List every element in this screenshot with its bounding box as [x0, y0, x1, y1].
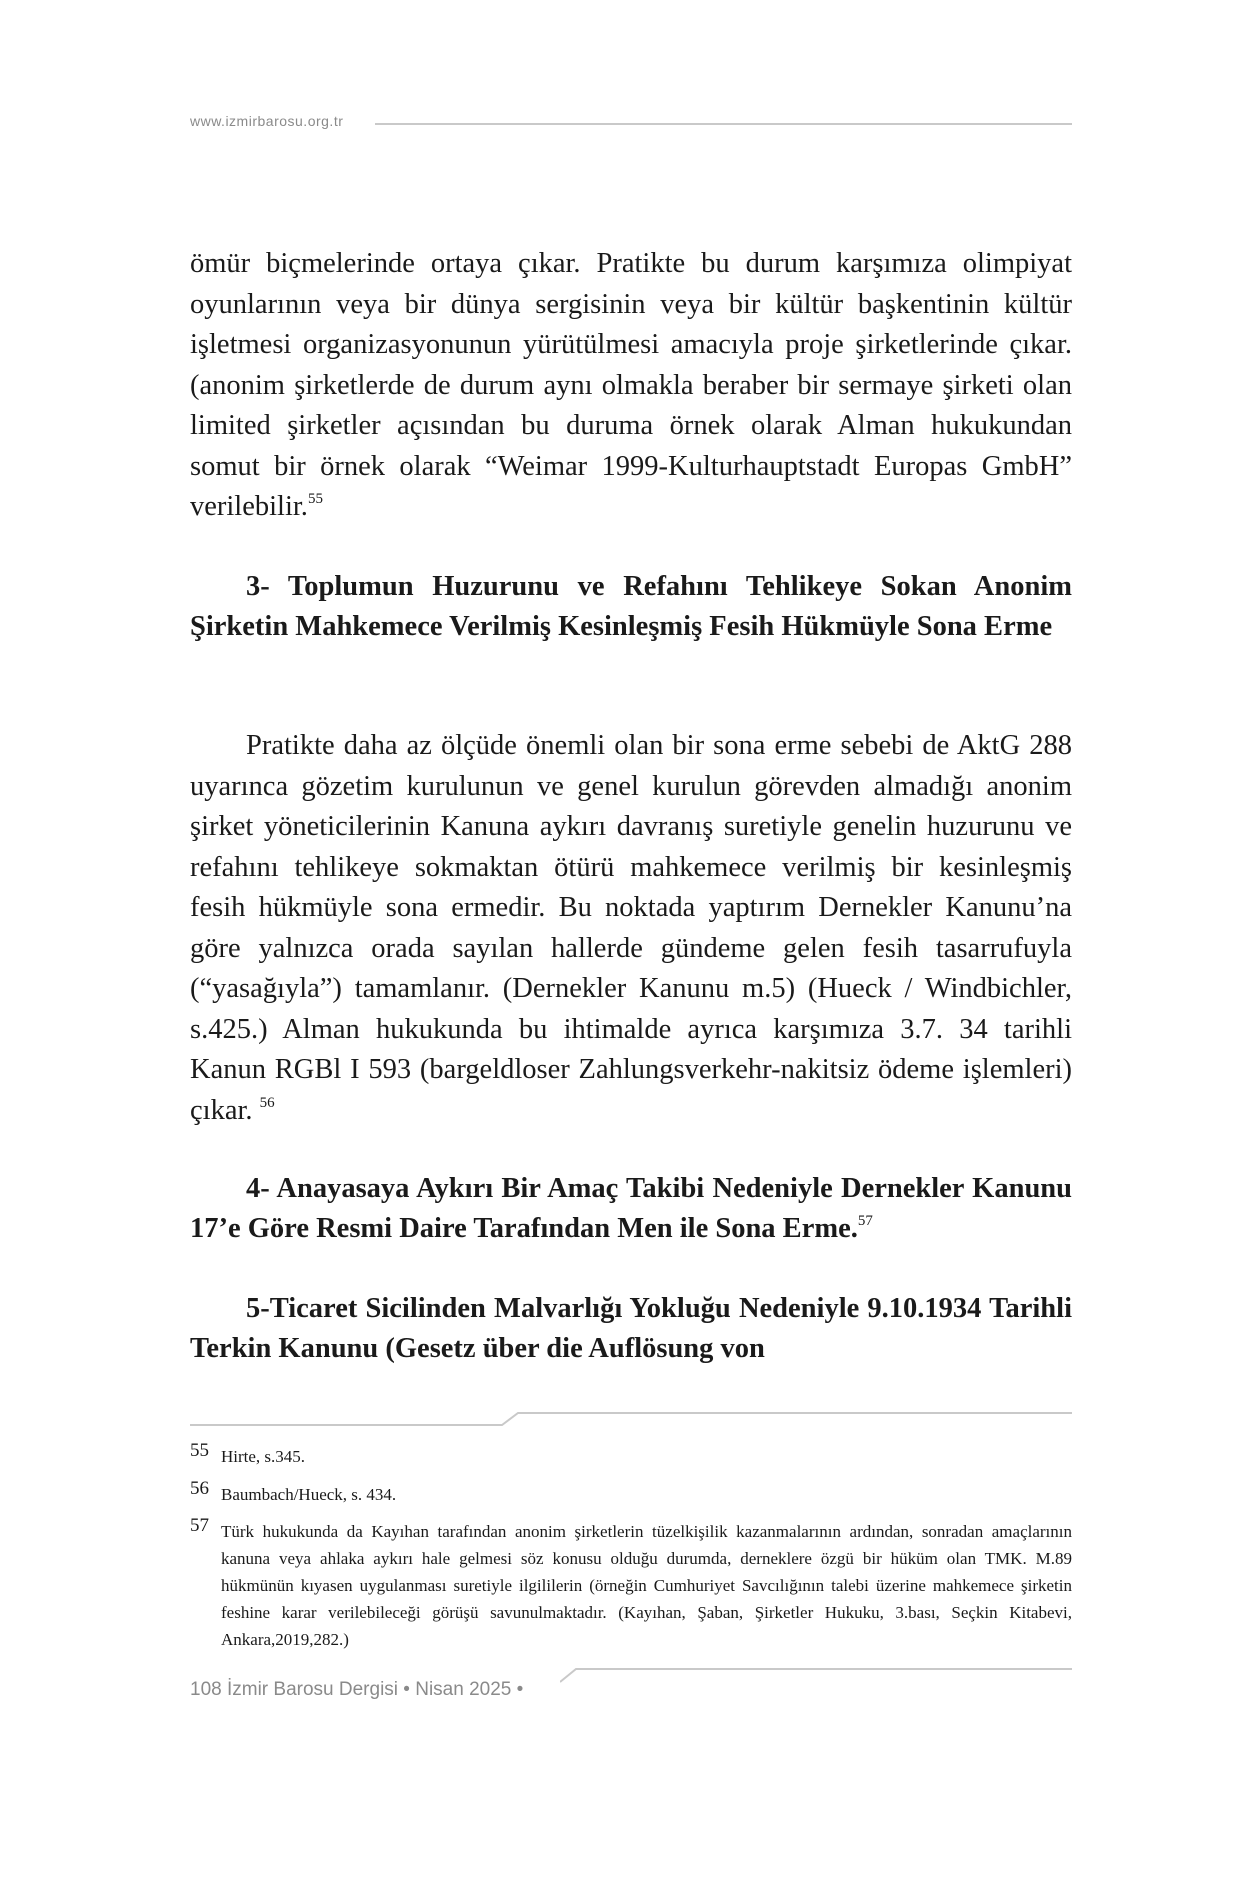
page-footer: 108 İzmir Barosu Dergisi • Nisan 2025 • — [190, 1679, 524, 1700]
header-url: www.izmirbarosu.org.tr — [190, 113, 344, 129]
section-heading-4 — [190, 1169, 1072, 1249]
paragraph-section-3 — [190, 726, 1072, 1131]
heading-4-text: 4- Anayasaya Aykırı Bir Amaç Takibi Nedeniyle Dernekler Kanunu 17’e Göre Resmi Daire Tarafından Men ile Sona Erme. — [190, 1173, 1072, 1244]
footer-rule — [560, 1667, 1072, 1683]
paragraph-continuation — [190, 244, 1072, 528]
footnote-number: 57 — [190, 1515, 209, 1536]
footnote-57 — [190, 1515, 1072, 1653]
footnote-ref-56[interactable]: 56 — [259, 1094, 275, 1111]
footnote-ref-57[interactable]: 57 — [857, 1213, 873, 1229]
footnote-number: 55 — [190, 1440, 209, 1461]
footnote-text: Baumbach/Hueck, s. 434. — [221, 1485, 397, 1504]
footnote-56 — [190, 1478, 1072, 1508]
section-heading-5: 5-Ticaret Sicilinden Malvarlığı Yokluğu Nedeniyle 9.10.1934 Tarihli Terkin Kanunu (Gesetz über die Auflösung von — [190, 1293, 1072, 1364]
footnote-number: 56 — [190, 1478, 209, 1499]
footnote-55 — [190, 1440, 1072, 1470]
footnote-divider — [190, 1412, 1072, 1426]
footnote-text: Türk hukukunda da Kayıhan tarafından anonim şirketlerin tüzelkişilik kazanmalarının ardından, sonradan amaçlarının kanuna veya ahlaka aykırı hale gelmesi söz konusu olduğu durumda, derneklere özgü bir hüküm olan TMK. M.89 hükmünün kıyasen uygulanması suretiyle ilgililerin (örneğin Cumhuriyet Savcılığının talebi üzerine mahkemece şirketin feshine karar verilebileceği görüşü savunulmaktadır. (Kayıhan, Şaban, Şirketler Hukuku, 3.bası, Seçkin Kitabevi, Ankara,2019,282.) — [221, 1522, 1072, 1649]
paragraph-2-text: Pratikte daha az ölçüde önemli olan bir sona erme sebebi de AktG 288 uyarınca gözetim kurulunun ve genel kurulun görevden almadığı anonim şirket yöneticilerinin Kanuna aykırı davranış suretiyle genelin huzurunu ve refahını tehlikeye sokmaktan ötürü mahkemece verilmiş bir kesinleşmiş fesih hükmüyle sona ermedir. Bu noktada yaptırım Dernekler Kanunu’na göre yalnızca orada sayılan hallerde gündeme gelen fesih tasarrufuyla (“yasağıyla”) tamamlanır. (Dernekler Kanunu m.5) (Hueck / Windbichler, s.425.) Alman hukukunda bu ihtimalde ayrıca karşımıza 3.7. 34 tarihli Kanun RGBl I 593 (bargeldloser Zahlungsverkehr-nakitsiz ödeme işlemleri) çıkar. — [190, 730, 1072, 1126]
paragraph-1-text: ömür biçmelerinde ortaya çıkar. Pratikte bu durum karşımıza olimpiyat oyunlarının veya bir dünya sergisinin veya bir kültür başkentinin kültür işletmesi organizasyonunun yürütülmesi amacıyla proje şirketlerinde çıkar. (anonim şirketlerde de durum aynı olmakla beraber bir sermaye şirketi olan limited şirketler açısından bu duruma örnek olarak Alman hukukundan somut bir örnek olarak “Weimar 1999-Kulturhauptstadt Europas GmbH” verilebilir. — [190, 248, 1072, 522]
footnote-ref-55[interactable]: 55 — [307, 491, 323, 507]
footnote-text: Hirte, s.345. — [221, 1447, 306, 1466]
section-heading-3: 3- Toplumun Huzurunu ve Refahını Tehlikeye Sokan Anonim Şirketin Mahkemece Verilmiş Kesinleşmiş Fesih Hükmüyle Sona Erme — [190, 571, 1072, 642]
header-rule — [375, 123, 1072, 125]
